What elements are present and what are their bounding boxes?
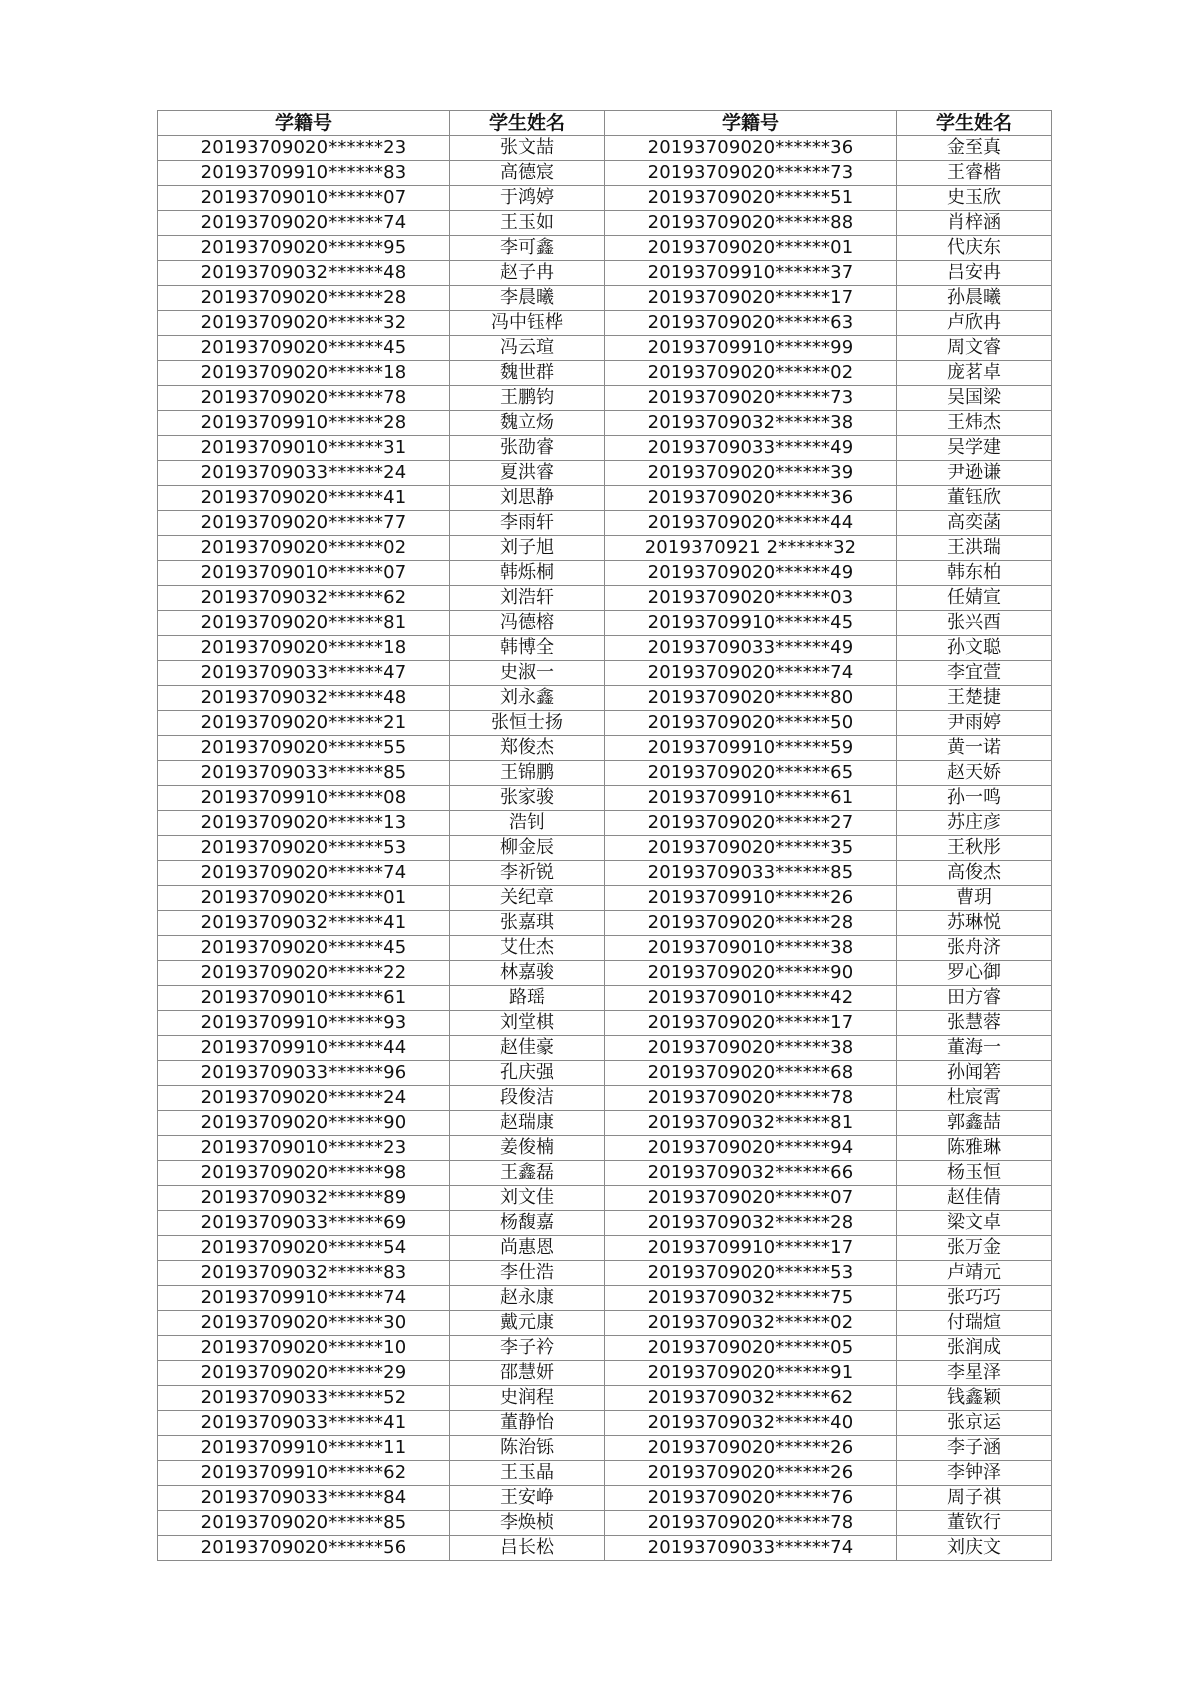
student-id-right: 20193709020******76 (605, 1486, 897, 1511)
student-name-right: 赵佳倩 (897, 1186, 1052, 1211)
student-name-left: 张文喆 (450, 136, 605, 161)
student-name-left: 吕长松 (450, 1536, 605, 1561)
student-name-left: 刘思静 (450, 486, 605, 511)
table-row (158, 861, 1052, 886)
table-row (158, 1086, 1052, 1111)
table-row (158, 336, 1052, 361)
student-id-right: 20193709020******07 (605, 1186, 897, 1211)
student-id-left: 20193709020******74 (158, 211, 450, 236)
student-id-left: 20193709033******96 (158, 1061, 450, 1086)
roster-body (158, 136, 1052, 1561)
student-id-left: 20193709032******83 (158, 1261, 450, 1286)
student-id-left: 20193709010******31 (158, 436, 450, 461)
student-id-right: 20193709020******68 (605, 1061, 897, 1086)
student-id-right: 20193709032******66 (605, 1161, 897, 1186)
student-name-right: 吴学建 (897, 436, 1052, 461)
student-id-left: 20193709032******89 (158, 1186, 450, 1211)
student-name-left: 王鑫磊 (450, 1161, 605, 1186)
student-id-left: 20193709020******45 (158, 936, 450, 961)
student-name-right: 董钰欣 (897, 486, 1052, 511)
student-name-left: 李雨轩 (450, 511, 605, 536)
table-row (158, 361, 1052, 386)
student-id-right: 20193709020******74 (605, 661, 897, 686)
table-row (158, 1461, 1052, 1486)
student-name-right: 王秋彤 (897, 836, 1052, 861)
table-row (158, 1511, 1052, 1536)
table-row (158, 286, 1052, 311)
student-id-right: 2019370921 2******32 (605, 536, 897, 561)
student-id-left: 20193709010******07 (158, 186, 450, 211)
table-row (158, 161, 1052, 186)
student-id-right: 20193709020******44 (605, 511, 897, 536)
student-name-left: 董静怡 (450, 1411, 605, 1436)
student-name-left: 张恒士扬 (450, 711, 605, 736)
student-id-right: 20193709020******94 (605, 1136, 897, 1161)
table-row (158, 711, 1052, 736)
student-name-left: 刘堂棋 (450, 1011, 605, 1036)
student-name-right: 杜宸霄 (897, 1086, 1052, 1111)
student-name-left: 冯云瑄 (450, 336, 605, 361)
student-id-left: 20193709020******90 (158, 1111, 450, 1136)
student-id-right: 20193709020******05 (605, 1336, 897, 1361)
student-id-right: 20193709033******74 (605, 1536, 897, 1561)
student-roster-table (157, 110, 1052, 1561)
student-id-left: 20193709020******55 (158, 736, 450, 761)
student-name-left: 高德宸 (450, 161, 605, 186)
student-name-right: 赵天娇 (897, 761, 1052, 786)
student-id-right: 20193709910******61 (605, 786, 897, 811)
student-name-left: 王安峥 (450, 1486, 605, 1511)
student-name-right: 钱鑫颖 (897, 1386, 1052, 1411)
student-id-left: 20193709033******69 (158, 1211, 450, 1236)
student-id-left: 20193709020******77 (158, 511, 450, 536)
table-row (158, 1111, 1052, 1136)
student-name-right: 肖梓涵 (897, 211, 1052, 236)
student-id-left: 20193709020******24 (158, 1086, 450, 1111)
student-id-right: 20193709910******17 (605, 1236, 897, 1261)
student-id-left: 20193709910******08 (158, 786, 450, 811)
student-name-left: 李子衿 (450, 1336, 605, 1361)
student-name-right: 金至真 (897, 136, 1052, 161)
student-id-right: 20193709020******28 (605, 911, 897, 936)
table-row (158, 411, 1052, 436)
student-id-left: 20193709020******53 (158, 836, 450, 861)
student-id-right: 20193709020******51 (605, 186, 897, 211)
student-name-left: 关纪章 (450, 886, 605, 911)
student-id-right: 20193709020******17 (605, 1011, 897, 1036)
table-row (158, 736, 1052, 761)
student-name-right: 付瑞煊 (897, 1311, 1052, 1336)
table-row (158, 1136, 1052, 1161)
student-name-left: 柳金辰 (450, 836, 605, 861)
student-id-left: 20193709020******85 (158, 1511, 450, 1536)
student-id-left: 20193709910******11 (158, 1436, 450, 1461)
student-name-left: 魏世群 (450, 361, 605, 386)
student-id-right: 20193709020******78 (605, 1511, 897, 1536)
student-name-right: 王洪瑞 (897, 536, 1052, 561)
student-id-left: 20193709033******41 (158, 1411, 450, 1436)
student-id-right: 20193709032******62 (605, 1386, 897, 1411)
student-name-left: 王玉晶 (450, 1461, 605, 1486)
student-id-left: 20193709020******74 (158, 861, 450, 886)
table-row (158, 1161, 1052, 1186)
student-id-right: 20193709032******40 (605, 1411, 897, 1436)
student-id-left: 20193709020******22 (158, 961, 450, 986)
student-id-left: 20193709020******78 (158, 386, 450, 411)
student-id-left: 20193709910******28 (158, 411, 450, 436)
table-row (158, 1061, 1052, 1086)
student-name-right: 苏庄彦 (897, 811, 1052, 836)
student-id-right: 20193709020******73 (605, 161, 897, 186)
table-row (158, 1386, 1052, 1411)
student-name-right: 孙一鸣 (897, 786, 1052, 811)
student-id-right: 20193709020******88 (605, 211, 897, 236)
student-name-left: 史淑一 (450, 661, 605, 686)
student-name-left: 赵瑞康 (450, 1111, 605, 1136)
table-row (158, 386, 1052, 411)
student-id-left: 20193709033******47 (158, 661, 450, 686)
student-id-right: 20193709910******26 (605, 886, 897, 911)
student-id-left: 20193709910******44 (158, 1036, 450, 1061)
student-id-right: 20193709010******38 (605, 936, 897, 961)
table-row (158, 1486, 1052, 1511)
table-row (158, 761, 1052, 786)
student-id-right: 20193709020******17 (605, 286, 897, 311)
student-id-right: 20193709020******50 (605, 711, 897, 736)
student-name-left: 李晨曦 (450, 286, 605, 311)
student-id-left: 20193709032******41 (158, 911, 450, 936)
student-id-right: 20193709020******49 (605, 561, 897, 586)
student-name-left: 张劭睿 (450, 436, 605, 461)
student-name-right: 李星泽 (897, 1361, 1052, 1386)
student-id-left: 20193709910******93 (158, 1011, 450, 1036)
student-id-left: 20193709910******62 (158, 1461, 450, 1486)
student-id-left: 20193709020******30 (158, 1311, 450, 1336)
student-id-left: 20193709010******61 (158, 986, 450, 1011)
student-name-right: 卢欣冉 (897, 311, 1052, 336)
student-name-left: 魏立炀 (450, 411, 605, 436)
student-id-right: 20193709033******85 (605, 861, 897, 886)
student-name-right: 孙闻箬 (897, 1061, 1052, 1086)
student-name-left: 陈治铄 (450, 1436, 605, 1461)
table-row (158, 636, 1052, 661)
table-row (158, 436, 1052, 461)
student-id-right: 20193709910******37 (605, 261, 897, 286)
student-id-right: 20193709020******78 (605, 1086, 897, 1111)
student-id-right: 20193709910******59 (605, 736, 897, 761)
student-name-left: 冯中钰桦 (450, 311, 605, 336)
table-row (158, 461, 1052, 486)
table-row (158, 936, 1052, 961)
student-id-left: 20193709910******83 (158, 161, 450, 186)
student-id-left: 20193709020******02 (158, 536, 450, 561)
student-name-right: 张兴酉 (897, 611, 1052, 636)
student-name-left: 李可鑫 (450, 236, 605, 261)
student-name-left: 张嘉琪 (450, 911, 605, 936)
student-name-left: 冯德榕 (450, 611, 605, 636)
table-row (158, 611, 1052, 636)
student-id-right: 20193709033******49 (605, 636, 897, 661)
student-name-right: 张巧巧 (897, 1286, 1052, 1311)
student-id-left: 20193709020******28 (158, 286, 450, 311)
student-name-right: 张慧蓉 (897, 1011, 1052, 1036)
table-row (158, 1286, 1052, 1311)
student-name-left: 王锦鹏 (450, 761, 605, 786)
header-student-id-right: 学籍号 (605, 111, 897, 136)
table-row (158, 1361, 1052, 1386)
student-id-left: 20193709033******84 (158, 1486, 450, 1511)
student-name-right: 杨玉恒 (897, 1161, 1052, 1186)
student-name-right: 黄一诺 (897, 736, 1052, 761)
student-id-left: 20193709020******23 (158, 136, 450, 161)
student-name-right: 尹逊谦 (897, 461, 1052, 486)
table-row (158, 786, 1052, 811)
table-row (158, 1186, 1052, 1211)
student-name-left: 杨馥嘉 (450, 1211, 605, 1236)
student-name-right: 田方睿 (897, 986, 1052, 1011)
header-student-name-right: 学生姓名 (897, 111, 1052, 136)
student-id-right: 20193709020******90 (605, 961, 897, 986)
student-id-left: 20193709020******81 (158, 611, 450, 636)
student-name-left: 李仕浩 (450, 1261, 605, 1286)
student-id-left: 20193709010******23 (158, 1136, 450, 1161)
student-name-right: 卢靖元 (897, 1261, 1052, 1286)
student-id-left: 20193709020******32 (158, 311, 450, 336)
student-name-left: 浩钊 (450, 811, 605, 836)
student-id-right: 20193709020******02 (605, 361, 897, 386)
student-id-right: 20193709032******38 (605, 411, 897, 436)
student-name-right: 王睿楷 (897, 161, 1052, 186)
student-id-right: 20193709010******42 (605, 986, 897, 1011)
student-id-right: 20193709020******26 (605, 1436, 897, 1461)
table-row (158, 486, 1052, 511)
student-id-right: 20193709020******26 (605, 1461, 897, 1486)
table-row (158, 1411, 1052, 1436)
student-name-left: 赵子冉 (450, 261, 605, 286)
student-name-right: 董海一 (897, 1036, 1052, 1061)
student-name-left: 段俊洁 (450, 1086, 605, 1111)
student-id-right: 20193709020******53 (605, 1261, 897, 1286)
student-id-left: 20193709010******07 (158, 561, 450, 586)
table-row (158, 1536, 1052, 1561)
student-name-right: 苏琳悦 (897, 911, 1052, 936)
student-id-left: 20193709020******54 (158, 1236, 450, 1261)
student-name-right: 李宜萱 (897, 661, 1052, 686)
student-name-left: 韩烁桐 (450, 561, 605, 586)
table-row (158, 536, 1052, 561)
student-id-left: 20193709020******18 (158, 636, 450, 661)
table-row (158, 811, 1052, 836)
student-id-left: 20193709020******56 (158, 1536, 450, 1561)
student-name-right: 吴国梁 (897, 386, 1052, 411)
header-row (158, 111, 1052, 136)
student-id-right: 20193709020******39 (605, 461, 897, 486)
student-name-right: 周子祺 (897, 1486, 1052, 1511)
student-id-right: 20193709020******01 (605, 236, 897, 261)
student-id-left: 20193709910******74 (158, 1286, 450, 1311)
header-student-name-left: 学生姓名 (450, 111, 605, 136)
student-name-right: 董钦行 (897, 1511, 1052, 1536)
table-row (158, 1261, 1052, 1286)
student-name-left: 王鹏钧 (450, 386, 605, 411)
student-name-right: 张润成 (897, 1336, 1052, 1361)
student-name-left: 刘浩轩 (450, 586, 605, 611)
student-id-left: 20193709033******24 (158, 461, 450, 486)
student-name-left: 尚惠恩 (450, 1236, 605, 1261)
table-row (158, 836, 1052, 861)
student-name-right: 罗心御 (897, 961, 1052, 986)
table-row (158, 1011, 1052, 1036)
table-row (158, 911, 1052, 936)
student-name-right: 韩东柏 (897, 561, 1052, 586)
table-row (158, 1236, 1052, 1261)
student-id-left: 20193709020******01 (158, 886, 450, 911)
student-name-right: 曹玥 (897, 886, 1052, 911)
table-row (158, 686, 1052, 711)
table-row (158, 661, 1052, 686)
student-name-left: 刘文佳 (450, 1186, 605, 1211)
student-name-left: 郑俊杰 (450, 736, 605, 761)
student-name-left: 刘子旭 (450, 536, 605, 561)
student-id-left: 20193709020******41 (158, 486, 450, 511)
student-id-right: 20193709910******99 (605, 336, 897, 361)
student-id-right: 20193709020******91 (605, 1361, 897, 1386)
table-row (158, 1311, 1052, 1336)
student-id-right: 20193709020******36 (605, 136, 897, 161)
table-row (158, 561, 1052, 586)
student-id-left: 20193709020******95 (158, 236, 450, 261)
header-student-id-left: 学籍号 (158, 111, 450, 136)
student-name-right: 高奕菡 (897, 511, 1052, 536)
roster-sheet (157, 110, 1051, 1561)
student-name-right: 梁文卓 (897, 1211, 1052, 1236)
student-name-left: 姜俊楠 (450, 1136, 605, 1161)
table-row (158, 186, 1052, 211)
table-row (158, 211, 1052, 236)
table-row (158, 311, 1052, 336)
table-row (158, 1436, 1052, 1461)
student-id-right: 20193709032******28 (605, 1211, 897, 1236)
student-name-right: 任婧宣 (897, 586, 1052, 611)
student-name-left: 李焕桢 (450, 1511, 605, 1536)
student-id-right: 20193709020******27 (605, 811, 897, 836)
student-id-right: 20193709910******45 (605, 611, 897, 636)
student-name-left: 赵佳豪 (450, 1036, 605, 1061)
student-name-left: 夏洪睿 (450, 461, 605, 486)
student-name-left: 邵慧妍 (450, 1361, 605, 1386)
student-id-left: 20193709033******52 (158, 1386, 450, 1411)
student-id-right: 20193709020******35 (605, 836, 897, 861)
student-id-left: 20193709032******48 (158, 686, 450, 711)
student-name-right: 陈雅琳 (897, 1136, 1052, 1161)
student-name-right: 郭鑫喆 (897, 1111, 1052, 1136)
student-name-left: 于鸿婷 (450, 186, 605, 211)
student-id-left: 20193709020******10 (158, 1336, 450, 1361)
table-row (158, 136, 1052, 161)
student-name-left: 张家骏 (450, 786, 605, 811)
student-id-right: 20193709020******73 (605, 386, 897, 411)
table-row (158, 236, 1052, 261)
student-id-left: 20193709020******18 (158, 361, 450, 386)
student-name-right: 吕安冉 (897, 261, 1052, 286)
student-id-left: 20193709020******29 (158, 1361, 450, 1386)
table-row (158, 961, 1052, 986)
student-name-right: 尹雨婷 (897, 711, 1052, 736)
student-id-left: 20193709032******48 (158, 261, 450, 286)
student-name-right: 王楚捷 (897, 686, 1052, 711)
student-name-left: 李祈锐 (450, 861, 605, 886)
student-name-right: 孙文聪 (897, 636, 1052, 661)
student-name-left: 林嘉骏 (450, 961, 605, 986)
student-name-right: 高俊杰 (897, 861, 1052, 886)
student-name-right: 张舟济 (897, 936, 1052, 961)
table-row (158, 1336, 1052, 1361)
student-id-left: 20193709020******21 (158, 711, 450, 736)
student-name-left: 赵永康 (450, 1286, 605, 1311)
student-name-right: 张万金 (897, 1236, 1052, 1261)
student-id-right: 20193709032******02 (605, 1311, 897, 1336)
student-id-right: 20193709020******03 (605, 586, 897, 611)
table-row (158, 886, 1052, 911)
student-name-right: 王炜杰 (897, 411, 1052, 436)
student-name-right: 张京运 (897, 1411, 1052, 1436)
table-row (158, 586, 1052, 611)
student-name-left: 史润程 (450, 1386, 605, 1411)
student-id-right: 20193709032******75 (605, 1286, 897, 1311)
student-id-left: 20193709032******62 (158, 586, 450, 611)
student-id-right: 20193709020******80 (605, 686, 897, 711)
table-row (158, 511, 1052, 536)
student-id-left: 20193709020******45 (158, 336, 450, 361)
student-name-right: 李子涵 (897, 1436, 1052, 1461)
student-id-right: 20193709032******81 (605, 1111, 897, 1136)
table-row (158, 261, 1052, 286)
student-name-right: 庞茗卓 (897, 361, 1052, 386)
student-id-right: 20193709020******63 (605, 311, 897, 336)
student-name-left: 韩博全 (450, 636, 605, 661)
student-name-left: 路瑶 (450, 986, 605, 1011)
student-id-left: 20193709033******85 (158, 761, 450, 786)
student-id-left: 20193709020******98 (158, 1161, 450, 1186)
student-name-right: 孙晨曦 (897, 286, 1052, 311)
student-name-right: 刘庆文 (897, 1536, 1052, 1561)
student-name-left: 戴元康 (450, 1311, 605, 1336)
table-row (158, 986, 1052, 1011)
student-id-right: 20193709033******49 (605, 436, 897, 461)
student-name-left: 艾仕杰 (450, 936, 605, 961)
student-name-right: 代庆东 (897, 236, 1052, 261)
student-id-right: 20193709020******38 (605, 1036, 897, 1061)
student-name-left: 刘永鑫 (450, 686, 605, 711)
student-id-right: 20193709020******36 (605, 486, 897, 511)
student-name-right: 周文睿 (897, 336, 1052, 361)
student-name-right: 史玉欣 (897, 186, 1052, 211)
student-id-left: 20193709020******13 (158, 811, 450, 836)
table-row (158, 1036, 1052, 1061)
student-name-left: 孔庆强 (450, 1061, 605, 1086)
student-id-right: 20193709020******65 (605, 761, 897, 786)
student-name-right: 李钟泽 (897, 1461, 1052, 1486)
student-name-left: 王玉如 (450, 211, 605, 236)
table-row (158, 1211, 1052, 1236)
